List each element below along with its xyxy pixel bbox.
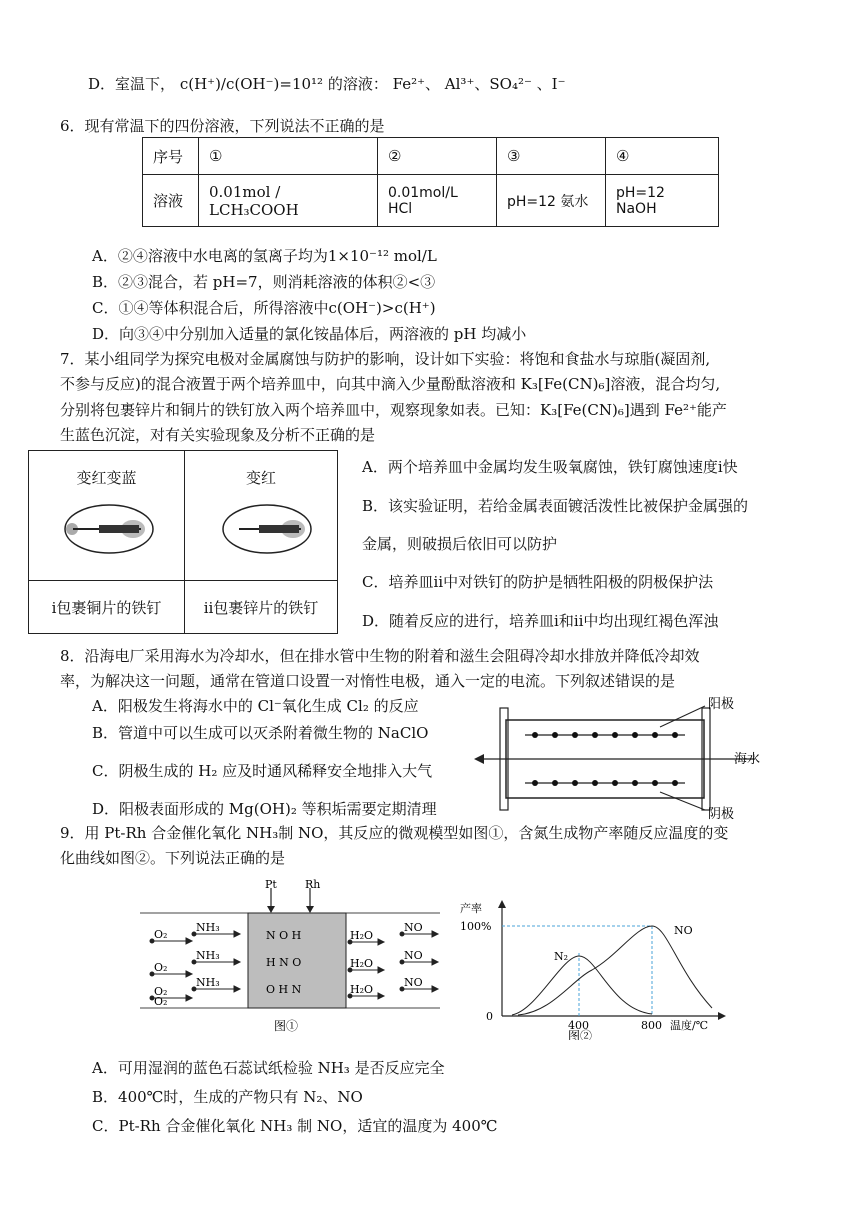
q5-d-formula: c(H⁺)/c(OH⁻)=10¹²: [179, 75, 324, 93]
q9-outlet-no: NO: [404, 949, 423, 962]
q7-dish-1: [59, 499, 159, 559]
table-cell: ③: [497, 138, 606, 175]
q7-table: [28, 450, 338, 634]
table-cell: 0.01mol/L HCl: [378, 175, 497, 227]
q9-inlet-o2: O₂: [154, 985, 168, 998]
q9-grid-row: O H N: [266, 983, 302, 996]
q9-fig2-xtick: 800: [641, 1019, 662, 1032]
q9-fig2-n2-label: N₂: [554, 950, 569, 963]
q9-option-b: B．400℃时，生成的产物只有 N₂、NO: [92, 1088, 363, 1106]
q7-col1-bottom: ⅰ包裹铜片的铁钉: [51, 599, 162, 617]
q5-d-prefix: D．室温下，: [88, 75, 176, 93]
q8-option-d: D．阳极表面形成的 Mg(OH)₂ 等积垢需要定期清理: [92, 800, 437, 818]
q9-fig2-origin: 0: [486, 1010, 493, 1023]
q7-stem-line: 7．某小组同学为探究电极对金属腐蚀与防护的影响，设计如下实验：将饱和食盐水与琼脂(凝固剂,: [60, 350, 711, 368]
q9-inlet-o2: O₂: [154, 995, 168, 1008]
q7-col2-top: 变红: [245, 469, 276, 487]
q8-stem-line: 率，为解决这一问题，通常在管道口设置一对惰性电极，通入一定的电流。下列叙述错误的是: [60, 672, 676, 690]
q7-stem-line: 分别将包裹锌片和铜片的铁钉放入两个培养皿中，观察现象如表。已知：K₃[Fe(CN)₆]遇到 Fe²⁺能产: [60, 401, 727, 419]
q7-option-a: A．两个培养皿中金属均发生吸氧腐蚀，铁钉腐蚀速度ⅰ快: [362, 458, 738, 476]
q6-option-c: C．①④等体积混合后，所得溶液中c(OH⁻)>c(H⁺): [92, 299, 436, 317]
q7-stem-line: 生蓝色沉淀，对有关实验现象及分析不正确的是: [60, 426, 376, 444]
q9-outlet-no: NO: [404, 976, 423, 989]
q7-col1-top: 变红变蓝: [76, 469, 137, 487]
table-cell: ②: [378, 138, 497, 175]
table-cell: 0.01mol / LCH₃COOH: [199, 175, 378, 227]
q8-option-b: B．管道中可以生成可以灭杀附着微生物的 NaClO: [92, 724, 429, 742]
table-row: [143, 175, 719, 227]
q9-outlet-h2o: H₂O: [350, 983, 374, 996]
q9-grid-row: N O H: [266, 929, 302, 942]
q8-stem-line: 8．沿海电厂采用海水为冷却水，但在排水管中生物的附着和滋生会阻碍冷却水排放并降低冷却效: [60, 647, 700, 665]
q9-outlet-no: NO: [404, 921, 423, 934]
q7-option-c: C．培养皿ⅱ中对铁钉的防护是牺牲阳极的阴极保护法: [362, 573, 714, 591]
q9-grid-row: H N O: [266, 956, 302, 969]
q9-inlet-o2: O₂: [154, 961, 168, 974]
table-cell: ④: [606, 138, 719, 175]
q9-fig2-xtick: 400: [568, 1019, 589, 1032]
q9-fig2-ytick: 100%: [460, 920, 492, 933]
q9-outlet-h2o: H₂O: [350, 957, 374, 970]
q9-option-a: A．可用湿润的蓝色石蕊试纸检验 NH₃ 是否反应完全: [92, 1059, 445, 1077]
table-cell: pH=12 氨水: [497, 175, 606, 227]
q7-option-b: B．该实验证明，若给金属表面镀活泼性比被保护金属强的: [362, 497, 749, 515]
table-cell: ①: [199, 138, 378, 175]
q9-inlet-o2: O₂: [154, 928, 168, 941]
q7-stem-line: 不参与反应)的混合液置于两个培养皿中，向其中滴入少量酚酞溶液和 K₃[Fe(CN)₆]溶液，混合均匀,: [60, 375, 721, 393]
table-cell: 溶液: [143, 175, 199, 227]
q8-seawater-label: 海水: [734, 752, 761, 767]
q9-fig2-xlabel: 温度/℃: [670, 1019, 709, 1032]
q9-fig2: [452, 898, 742, 1040]
q9-rh-label: Rh: [305, 878, 321, 891]
q9-fig2-caption: 图②: [568, 1029, 593, 1040]
q5-option-d: [88, 74, 566, 94]
q6-option-a: A．②④溶液中水电离的氢离子均为1×10⁻¹² mol/L: [92, 247, 437, 265]
q7-option-b-cont: 金属，则破损后依旧可以防护: [362, 535, 558, 553]
q8-option-c: C．阴极生成的 H₂ 应及时通风稀释安全地排入大气: [92, 762, 433, 780]
q8-option-a: A．阳极发生将海水中的 Cl⁻氧化生成 Cl₂ 的反应: [92, 697, 419, 715]
q9-fig2-ylabel: 产率: [460, 902, 482, 915]
q5-d-mid: 的溶液：: [327, 75, 388, 93]
table-row: [143, 138, 719, 175]
q9-fig2-no-label: NO: [674, 924, 693, 937]
q6-table: [142, 137, 719, 227]
q6-option-b: B．②③混合，若 pH=7，则消耗溶液的体积②<③: [92, 273, 436, 291]
q9-inlet-nh3: NH₃: [196, 976, 220, 989]
table-cell: 序号: [143, 138, 199, 175]
q8-pipe-diagram: [470, 692, 770, 822]
q9-fig1: [138, 878, 448, 1038]
q9-fig1-caption: 图①: [274, 1019, 299, 1033]
q9-inlet-nh3: NH₃: [196, 949, 220, 962]
q8-cathode-label: 阴极: [708, 807, 735, 822]
q6-option-d: D．向③④中分别加入适量的氯化铵晶体后，两溶液的 pH 均减小: [92, 325, 527, 343]
q9-inlet-nh3: NH₃: [196, 921, 220, 934]
q9-option-c: C．Pt-Rh 合金催化氧化 NH₃ 制 NO，适宜的温度为 400℃: [92, 1117, 498, 1135]
q5-d-ions: Fe²⁺、 Al³⁺、SO₄²⁻ 、I⁻: [392, 75, 566, 93]
q9-outlet-h2o: H₂O: [350, 929, 374, 942]
table-cell: pH=12 NaOH: [606, 175, 719, 227]
q7-dish-2: [217, 499, 317, 559]
q9-stem-line: 化曲线如图②。下列说法正确的是: [60, 849, 286, 867]
q9-stem-line: 9．用 Pt-Rh 合金催化氧化 NH₃制 NO，其反应的微观模型如图①，含氮生成物产率随反应温度的变: [60, 824, 729, 842]
q6-stem: 6．现有常温下的四份溶液，下列说法不正确的是: [60, 117, 385, 135]
q7-col2-bottom: ⅱ包裹锌片的铁钉: [203, 599, 319, 617]
q8-anode-label: 阳极: [708, 697, 735, 712]
q7-option-d: D．随着反应的进行，培养皿ⅰ和ⅱ中均出现红褐色浑浊: [362, 612, 719, 630]
q9-pt-label: Pt: [265, 878, 277, 891]
